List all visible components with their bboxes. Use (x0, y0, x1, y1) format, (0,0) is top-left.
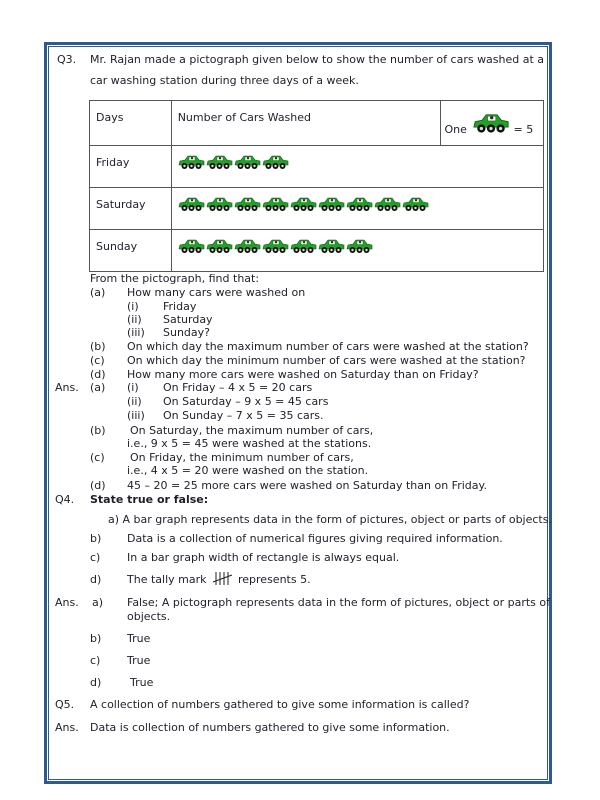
cars-friday (178, 154, 538, 170)
car-icon (346, 196, 373, 212)
ans3-a-label: (a) (90, 381, 106, 394)
q3-a-ii-text: Saturday (163, 313, 213, 326)
q3-b-label: (b) (90, 340, 106, 353)
q3-a-text: How many cars were washed on (127, 286, 306, 299)
ans3-c-line1: On Friday, the minimum number of cars, (130, 451, 354, 464)
tally-mark-icon (212, 571, 234, 586)
ans3-d-text: 45 – 20 = 25 more cars were washed on Saturday than on Friday. (127, 479, 487, 492)
car-icon (178, 196, 205, 212)
q3-a-i-label: (i) (127, 300, 139, 313)
ans3-label: Ans. (55, 381, 79, 394)
car-icon (290, 196, 317, 212)
car-icon (374, 196, 401, 212)
q3-a-iii-label: (iii) (127, 326, 145, 339)
q3-a-iii-text: Sunday? (163, 326, 210, 339)
ans4-a-line2: objects. (127, 610, 171, 623)
q5-ans-label: Ans. (55, 721, 79, 734)
cars-saturday (178, 196, 538, 212)
ans4-label: Ans. (55, 596, 79, 609)
q4-d-text-post: represents 5. (238, 573, 311, 586)
ans4-b-label: b) (90, 632, 102, 645)
q4-title: State true or false: (90, 493, 209, 506)
q4-b-label: b) (90, 532, 102, 545)
q3-a-label: (a) (90, 286, 106, 299)
q4-d-label: d) (90, 573, 102, 586)
ans4-a-line1: False; A pictograph represents data in the form of pictures, object or parts of (127, 596, 551, 609)
q3-d-text: How many more cars were washed on Saturday than on Friday? (127, 368, 479, 381)
q5-ans-text: Data is collection of numbers gathered to give some information. (90, 721, 450, 734)
find-prompt: From the pictograph, find that: (90, 272, 260, 285)
car-icon (262, 196, 289, 212)
car-icon (402, 196, 429, 212)
car-icon (178, 238, 205, 254)
ans3-ii-text: On Saturday – 9 x 5 = 45 cars (163, 395, 329, 408)
ans3-c-line2: i.e., 4 x 5 = 20 were washed on the station. (127, 464, 369, 477)
ans3-b-label: (b) (90, 424, 106, 437)
ans3-c-label: (c) (90, 451, 105, 464)
q3-b-text: On which day the maximum number of cars were washed at the station? (127, 340, 529, 353)
row-day-saturday: Saturday (90, 188, 172, 230)
car-icon (290, 238, 317, 254)
car-icon (471, 112, 511, 134)
car-icon (206, 238, 233, 254)
car-icon (178, 154, 205, 170)
ans3-b-line1: On Saturday, the maximum number of cars, (130, 424, 374, 437)
q4-b-text: Data is a collection of numerical figures giving required information. (127, 532, 503, 545)
car-icon (234, 154, 261, 170)
q3-a-ii-label: (ii) (127, 313, 142, 326)
car-icon (262, 154, 289, 170)
header-days: Days (90, 101, 172, 146)
q4-a: a) A bar graph represents data in the form of pictures, object or parts of objects. (108, 513, 552, 526)
ans4-c-text: True (127, 654, 151, 667)
car-icon (234, 196, 261, 212)
ans4-d-text: True (130, 676, 154, 689)
ans4-c-label: c) (90, 654, 101, 667)
ans3-b-line2: i.e., 9 x 5 = 45 were washed at the stations. (127, 437, 372, 450)
row-day-sunday: Sunday (90, 230, 172, 272)
car-icon (262, 238, 289, 254)
q5-text: A collection of numbers gathered to give some information is called? (90, 698, 470, 711)
ans4-a-label: a) (92, 596, 104, 609)
car-icon (206, 154, 233, 170)
car-icon (346, 238, 373, 254)
q3-a-i-text: Friday (163, 300, 197, 313)
key-equals: = 5 (513, 123, 534, 136)
ans3-iii-label: (iii) (127, 409, 145, 422)
key-cell (440, 101, 544, 146)
ans4-b-text: True (127, 632, 151, 645)
q3-stem-line2: car washing station during three days of a week. (90, 74, 359, 87)
car-icon (206, 196, 233, 212)
ans4-d-label: d) (90, 676, 102, 689)
car-icon (318, 196, 345, 212)
ans3-i-text: On Friday – 4 x 5 = 20 cars (163, 381, 313, 394)
q3-d-label: (d) (90, 368, 106, 381)
q3-c-label: (c) (90, 354, 105, 367)
ans3-d-label: (d) (90, 479, 106, 492)
ans3-i-label: (i) (127, 381, 139, 394)
pictograph-table (89, 100, 544, 272)
q3-stem-line1: Mr. Rajan made a pictograph given below to show the number of cars washed at a (90, 53, 545, 66)
q4-number: Q4. (55, 493, 75, 506)
q3-c-text: On which day the minimum number of cars were washed at the station? (127, 354, 526, 367)
car-icon (318, 238, 345, 254)
q5-number: Q5. (55, 698, 75, 711)
q3-number: Q3. (57, 53, 77, 66)
row-day-friday: Friday (90, 146, 172, 188)
q4-d-text-pre: The tally mark (127, 573, 207, 586)
cars-sunday (178, 238, 538, 254)
q4-c-text: In a bar graph width of rectangle is always equal. (127, 551, 400, 564)
ans3-iii-text: On Sunday – 7 x 5 = 35 cars. (163, 409, 324, 422)
car-icon (234, 238, 261, 254)
key-one: One (444, 123, 467, 136)
q4-c-label: c) (90, 551, 101, 564)
ans3-ii-label: (ii) (127, 395, 142, 408)
header-cars: Number of Cars Washed (171, 101, 440, 146)
